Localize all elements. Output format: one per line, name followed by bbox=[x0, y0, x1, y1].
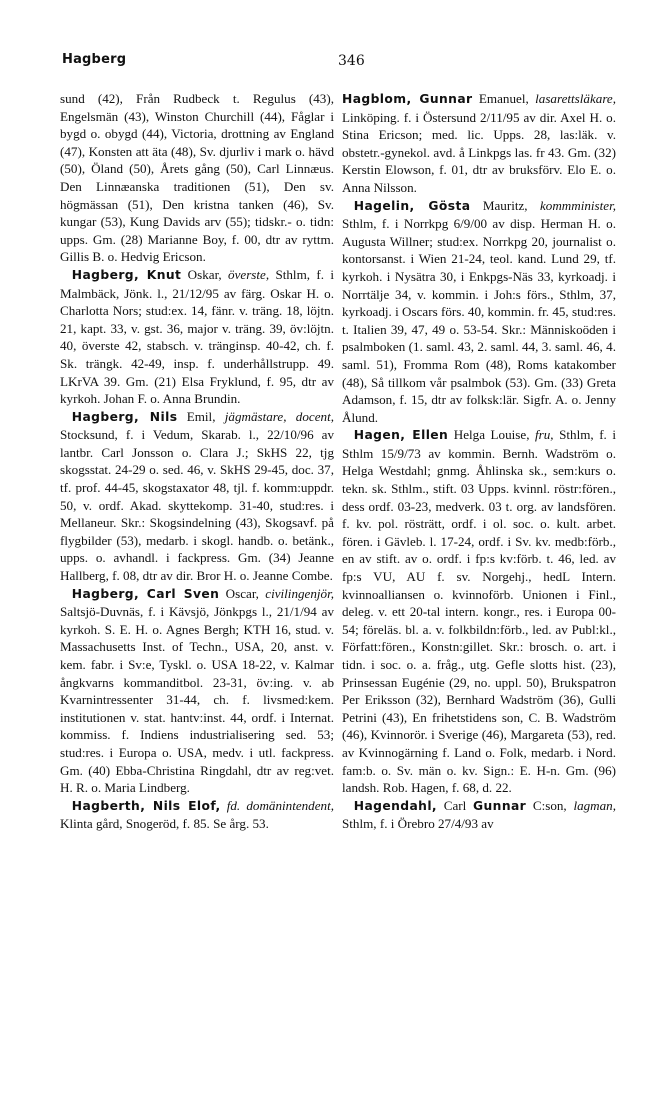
entry-title: fru, bbox=[535, 427, 554, 443]
entry-title: civilingenjör, bbox=[265, 585, 334, 601]
entry-given-names: Emil, bbox=[177, 408, 225, 424]
entry-text: Klinta gård, Snogeröd, f. 85. Se årg. 53. bbox=[60, 816, 269, 832]
entry-name: Hagblom, Gunnar bbox=[342, 92, 473, 106]
entry-title: lasarettsläkare, bbox=[535, 91, 617, 106]
entry-name: Hagelin, Gösta bbox=[353, 198, 471, 213]
entry-title: kommminister, bbox=[539, 197, 616, 213]
entry-name: Hagberth, Nils Elof, bbox=[71, 798, 221, 813]
entry-given-names: C:son, bbox=[526, 797, 574, 813]
entry-title: fd. domänintendent, bbox=[226, 797, 335, 813]
running-head bbox=[62, 52, 618, 72]
entry-name: Hagen, Ellen bbox=[353, 428, 449, 443]
entry-title: lagman, bbox=[573, 797, 616, 813]
entry-hagberg-sven bbox=[60, 585, 334, 797]
entry-given-names: Mauritz, bbox=[470, 197, 540, 213]
entry-text: Linköping. f. i Östersund 2/11/95 av dir. Axel H. o. Stina Ericson; med. lic. Upps. 28, las:läk. v. obstetr.-gynekol. avd. å Linkpgs las. fr 43. Gm. (32) Kerstin Elowson, f. 01, dtr av bruksförv. Elo E. o. Anna Nilsson. bbox=[342, 109, 616, 195]
entry-name: Hagendahl, bbox=[353, 798, 438, 813]
entry-given-names: Carl bbox=[437, 797, 474, 813]
entry-continuation: sund (42), Från Rudbeck t. Regulus (43), Engelsmän (43), Winston Churchill (44), Fåglar i bygd o. obygd (44), Victoria, drottning av England (47), Konsten att äta (48), Sv. djurliv i mark o. hävd (50), Öland (50), Årets gång (50), Carl Linnæus. Den Linnæanska traditionen (51), Den sv. högmässan (51), Den kristna tanken (46), Sv. kungar (53), Kung Davids arv (55); tidskr.- o. tidn: upps. Gm. (28) Marianne Boy, f. 00, dtr av ryttm. Gillis B. o. Hedvig Ericson. bbox=[60, 91, 334, 265]
right-column bbox=[342, 90, 616, 833]
entry-title: jägmästare, docent, bbox=[224, 408, 334, 424]
entry-hagberg-nils bbox=[60, 408, 334, 585]
entry-text: Sthlm, f. i Örebro 27/4/93 av bbox=[342, 816, 494, 832]
entry-name: Hagberg, Carl Sven bbox=[71, 586, 220, 601]
entry-given-names: Emanuel, bbox=[472, 91, 536, 106]
entry-hagberg-knut bbox=[60, 266, 334, 408]
entry-given-names: Oskar, bbox=[181, 266, 229, 282]
entry-text: Stocksund, f. i Vedum, Skarab. l., 22/10/96 av lantbr. Carl Jonsson o. Clara J.; SkHS 22, tjg skogsstat. 24-29 o. sed. 46, v. SkHS 29-45, doc. 37, tf. prof. 44-45, skogstaxator 48, tjl. f. komm:uppdr. 50, v. ordf. Akad. skyttekomp. 31-40, stud:res. i Mellaneur. Skr.: Skogsindelning (43), Skogsavf. på flygbilder (53), medarb. i skogl. handb. o. betänk., upps. o. avhandl. i fackpress. Gm. (34) Jeanne Hallberg, f. 08, dtr av dir. Bror H. o. Jeanne Combe. bbox=[60, 427, 334, 584]
entry-name-part: Gunnar bbox=[473, 798, 527, 813]
entry-hagendahl-gunnar bbox=[342, 797, 616, 833]
page-number: 346 bbox=[338, 53, 365, 69]
entry-hagblom-gunnar bbox=[342, 90, 616, 197]
entry-text: Saltsjö-Duvnäs, f. i Kävsjö, Jönkpgs l., 21/1/94 av kyrkoh. S. E. H. o. Agnes Bergh; KTH 16, stud. v. Massachusetts Inst. of Techn., USA, 20, anst. v. kem. fabr. i Sv:e, Tyskl. o. USA 18-22, v. Kalmar ångkvarns kommanditbol. 23-31, öv:ing. v. ab Kvarnintressenter 31-44, ch. f. livsmed:kem. institutionen v. stat. hantv:inst. 44, ordf. i Internat. kommiss. f. Indiens industrialisering sed. 53; stud:res. i Europa o. USA, medv. i utl. fackpress. Gm. (40) Ebba-Christina Ringdahl, dtr av reg:vet. H. R. o. Maria Lindberg. bbox=[60, 604, 334, 796]
entry-given-names: Helga Louise, bbox=[448, 427, 535, 443]
entry-hagberth-nils bbox=[60, 797, 334, 833]
entry-text: Sthlm, f. i Norrkpg 6/9/00 av disp. Herman H. o. Augusta Willner; stud:ex. Norrkpg 20, journalist o. kontorsanst. i Wien 21-24, teol. kand. Lund 29, tf. kyrkoh. i Nysätra 30, i Enkpgs-Näs 33, kyrkoadj. i Norrtälje 34, v. kommin. i Joh:s förs., Sthlm, 37, kyrkoadj. i Oscars förs. 40, kommin. fr. 45, stud:res. t. Italien 39, 47, 49 o. 53-54. Skr.: Människoöden i psalmboken (1. saml. 43, 2. saml. 44, 3. saml. 46, 4. saml. 51), Fromma Rom (48), Roms katakomber (48), Så tillkom vår psalmbok (53). Gm. (33) Greta Adamson, f. 15, dtr av folksk:lär. Sigfr. A. o. Jenny Ålund. bbox=[342, 216, 616, 425]
entry-given-names: Oscar, bbox=[219, 585, 266, 601]
running-head-word: Hagberg bbox=[62, 52, 127, 67]
entry-hagelin-gosta bbox=[342, 197, 616, 427]
entry-hagen-ellen bbox=[342, 426, 616, 796]
left-column bbox=[60, 90, 334, 833]
entry-title: överste, bbox=[228, 266, 270, 282]
entry-text: Sthlm, f. i Sthlm 15/9/73 av kommin. Bernh. Wadström o. Helga Westdahl; gnmg. Åhlinska sk., sem:kurs o. tekn. sk. Sthlm., stift. 03 Upps. kvinnl. röstr:fören., dess ordf. 03-23, medverk. 03 t. org. av landsfören. f. kv. pol. rösträtt, ordf. i ol. soc. o. kult. arbet. fören. i Gävleb. l. 17-24, ordf. i Sv. kv. medb:förb., en av stift. av o. ordf. i fp:s kv:förb. t. 46, led. av fp:s VU, AU f. sv. Norgehj., hedL Intern. kvinnoalliansen o. kvinnoförb. Unionen i Finl., deleg. v. ett 20-tal intern. kongr., res. i Europa 00-54; föreläs. bl. a. v. folkbildn:förb., led. av Publ:kl., Författ:fören., Konstn:gillet. Skr.: brosch. o. art. i tidn. i soc. o. a. fråg., utg. Gefle slotts hist. (23), Prinsessan Eugénie (29, no. uppl. 50), Brukspatron Per Eriksson (32), Bernhard Wadström (36), Gulli Petrini (43), En frihetstidens son, C. B. Wadström (46), Kvinnorör. i Sverige (46), Margareta (53), red. av Kvinnogärning f. Land o. Folk, medarb. i Nord. fam:b. o. Sv. män o. kv. Sign.: E. H-n. Gm. (96) landsh. Rob. Hagen, f. 68, d. 22. bbox=[342, 427, 617, 796]
entry-name: Hagberg, Nils bbox=[71, 409, 178, 424]
entry-name: Hagberg, Knut bbox=[71, 267, 182, 282]
entry-text: Sthlm, f. i Malmbäck, Jönk. l., 21/12/95 av färg. Oskar H. o. Charlotta Nors; stud:ex. 14, fänr. v. träng. 18, löjtn. 21, kapt. 33, v. gst. 36, major v. träng. 39, öv:löjtn. 40, överste 42, stabsch. v. tränginsp. 40-42, ch. f. Sk. trängk. 42-49, insp. f. underhållstrupp. 49. LKrVA 39. Gm. (21) Elsa Fryklund, f. 95, dtr av kyrkoh. Johan F. o. Anna Brundin. bbox=[60, 266, 334, 407]
